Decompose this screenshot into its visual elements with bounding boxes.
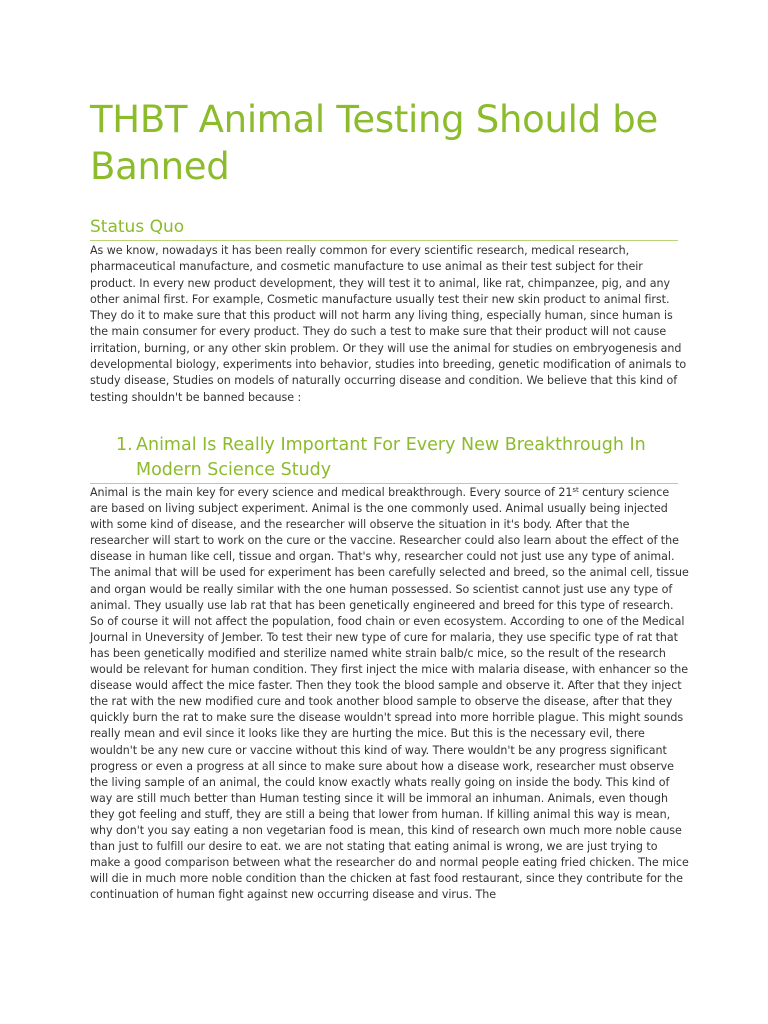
section-divider — [90, 483, 678, 484]
section-heading-line-1: Animal Is Really Important For Every New Breakthrough In — [136, 435, 646, 455]
paragraph-part-b: century science are based on living subject experiment. Animal is the one commonly used. Animal usually being injected with some kind of disease, and the researcher will observe the situation in it's body. After that the researcher will start to work on the cure or the vaccine. Researcher could also learn about the effect of the disease in human like cell, tissue and organ. That's why, researcher could not just use any type of animal. The animal that will be used for experiment has been carefully selected and breed, so the animal cell, tissue and organ would be really similar with the one human possessed. So scientist cannot just use any type of animal. They usually use lab rat that has been genetically engineered and breed for this type of research. So of course it will not affect the population, food chain or even ecosystem. According to one of the Medical Journal in Uneversity of Jember. To test their new type of cure for malaria, they use specific type of rat that has been genetically modified and sterilize named white strain balb/c mice, so the result of the research would be relevant for human condition. They first inject the mice with malaria disease, with enhancer so the disease would affect the mice faster. Then they took the blood sample and observe it. After that they inject the rat with the new modified cure and took another blood sample to observe the disease, after that they quickly burn the rat to make sure the disease wouldn't spread into more horrible plague. This might sounds really mean and evil since it looks like they are hurting the mice. But this is the necessary evil, there wouldn't be any new cure or vaccine without this kind of way. There wouldn't be any progress significant progress or even a progress at all since to make sure about how a disease work, researcher must observe the living sample of an animal, the could know exactly whats really going on inside the body. This kind of way are still much better than Human testing since it will be immoral an inhuman. Animals, even though they got feeling and stuff, they are still a being that lower from human. If killing animal this way is mean, why don't you say eating a non vegetarian food is mean, this kind of research own much more noble cause than just to fulfill our desire to eat. we are not stating that eating animal is wrong, we are just trying to make a good comparison between what the researcher do and normal people eating fried chicken. The mice will die in much more noble condition than the chicken at fast food restaurant, since they contribute for the continuation of human fight against new occurring disease and virus. The — [90, 486, 689, 902]
section-heading-status-quo: Status Quo — [90, 216, 678, 241]
status-quo-paragraph: As we know, nowadays it has been really common for every scientific research, medical research, pharmaceutical manufacture, and cosmetic manufacture to use animal as their test subject for their product. In every new product development, they will test it to animal, like rat, chimpanzee, pig, and any other animal first. For example, Cosmetic manufacture usually test their new skin product to animal first. They do it to make sure that this product will not harm any living thing, especially human, since human is the main consumer for every product. They do such a test to make sure that their product will not cause irritation, burning, or any other skin problem. Or they will use the animal for studies on embryogenesis and developmental biology, experiments into behavior, studies into breeding, genetic modification of animals to study disease, Studies on models of naturally occurring disease and condition. We believe that this kind of testing shouldn't be banned because : — [90, 244, 687, 404]
section-heading-line-2: Modern Science Study — [136, 460, 332, 480]
section-number: 1. — [116, 435, 133, 455]
document-title: THBT Animal Testing Should be Banned — [90, 98, 658, 188]
paragraph-part-a: Animal is the main key for every science and medical breakthrough. Every source of 21 — [90, 486, 573, 499]
animal-important-paragraph — [90, 485, 690, 903]
section-heading-animal-important — [116, 433, 686, 483]
ordinal-suffix: st — [572, 486, 579, 494]
